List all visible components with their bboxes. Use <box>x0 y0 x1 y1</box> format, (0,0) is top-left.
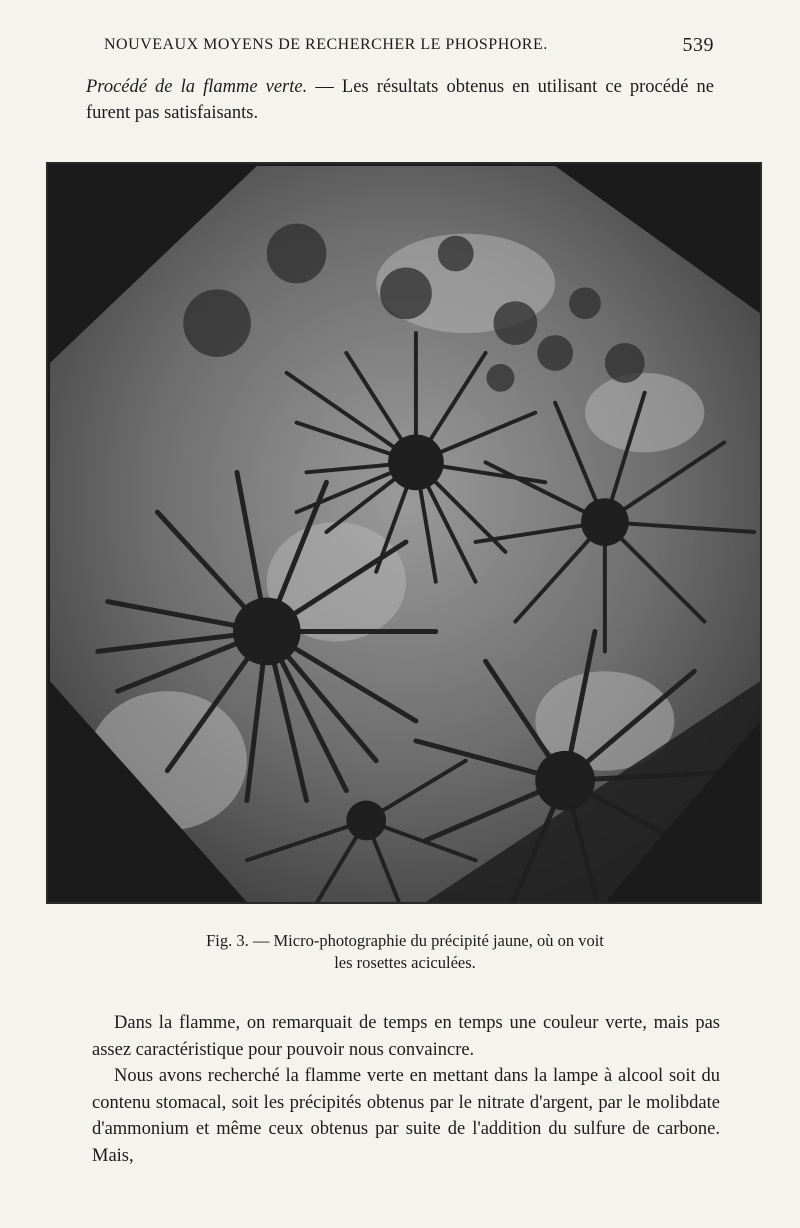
body-text <box>92 1010 720 1169</box>
caption-line-1: Fig. 3. — Micro-photographie du précipité jaune, où on voit <box>206 931 604 950</box>
page-number: 539 <box>682 34 714 56</box>
intro-text: — Les résultats obtenus en utilisant ce procédé ne furent pas satisfaisants. <box>86 77 714 123</box>
figure-caption <box>100 930 710 974</box>
paragraph-2: Nous avons recherché la flamme verte en mettant dans la lampe à alcool soit du contenu stomacal, soit les précipités obtenus par le nitrate d'argent, par le molibdate d'ammonium et même ceux obtenus par suite de l'addition du sulfure de carbone. Mais, <box>92 1066 720 1166</box>
intro-paragraph <box>86 74 714 126</box>
intro-italic-lead: Procédé de la flamme verte. <box>86 77 308 97</box>
running-title: NOUVEAUX MOYENS DE RECHERCHER LE PHOSPHORE. <box>104 36 548 53</box>
micro-photograph-image <box>48 164 760 902</box>
caption-line-2: les rosettes aciculées. <box>334 953 476 972</box>
paragraph-1: Dans la flamme, on remarquait de temps en temps une couleur verte, mais pas assez caractéristique pour pouvoir nous convaincre. <box>92 1013 720 1060</box>
micro-photograph-figure <box>46 162 762 904</box>
